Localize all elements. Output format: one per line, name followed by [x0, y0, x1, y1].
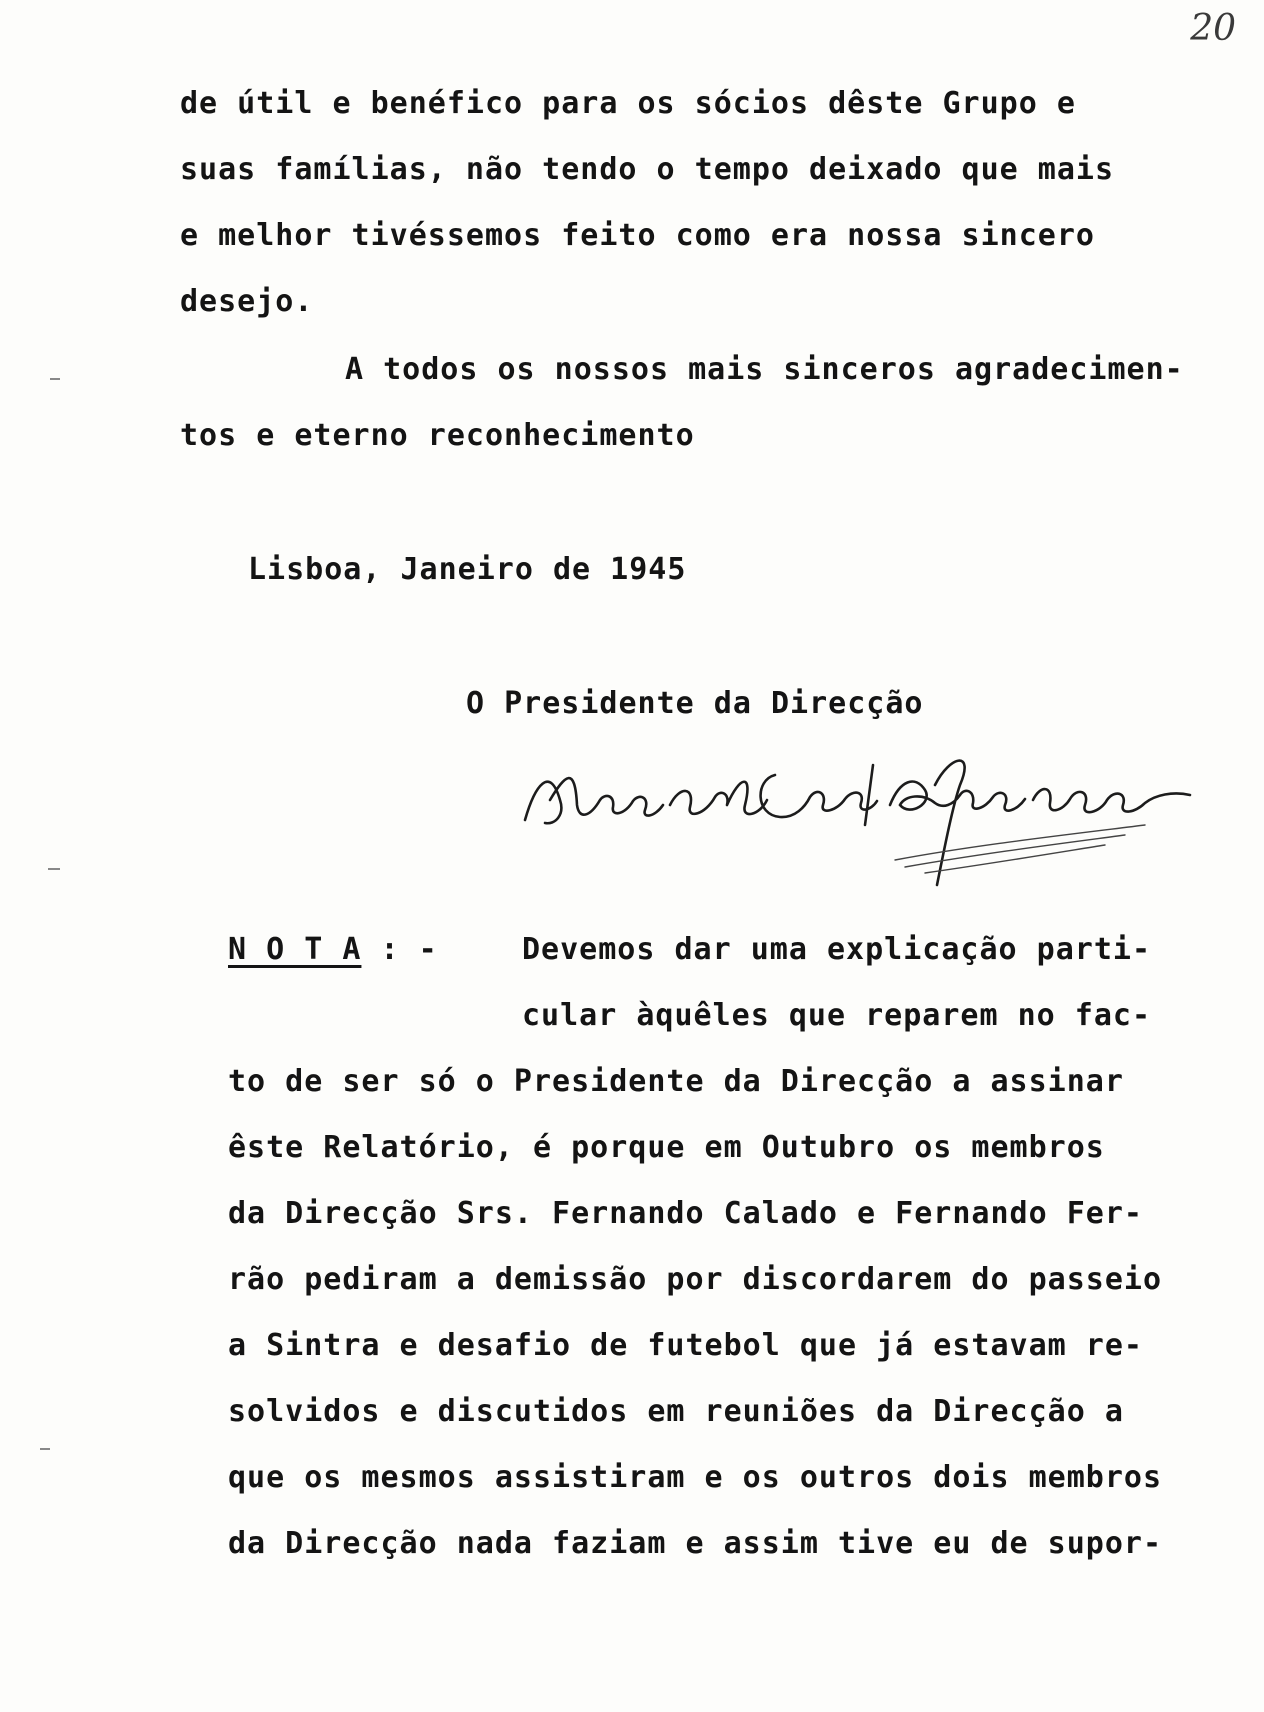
nota-line-8: solvidos e discutidos em reuniões da Direcção a [228, 1394, 1124, 1429]
paragraph-1-line-4: desejo. [180, 284, 314, 319]
paragraph-2-line-1: A todos os nossos mais sinceros agradecimen- [345, 352, 1184, 387]
scan-speck [50, 378, 60, 380]
nota-line-7: a Sintra e desafio de futebol que já estavam re- [228, 1328, 1143, 1363]
nota-line-4: êste Relatório, é porque em Outubro os membros [228, 1130, 1105, 1165]
nota-header [228, 932, 438, 968]
nota-line-5: da Direcção Srs. Fernando Calado e Fernando Fer- [228, 1196, 1143, 1231]
nota-line-3: to de ser só o Presidente da Direcção a assinar [228, 1064, 1124, 1099]
paragraph-1-line-1: de útil e benéfico para os sócios dêste Grupo e [180, 86, 1076, 121]
nota-line-1: Devemos dar uma explicação parti- [522, 932, 1152, 967]
paragraph-1-line-3: e melhor tivéssemos feito como era nossa sincero [180, 218, 1095, 253]
paragraph-1-line-2: suas famílias, não tendo o tempo deixado que mais [180, 152, 1115, 187]
nota-line-9: que os mesmos assistiram e os outros dois membros [228, 1460, 1163, 1495]
place-date: Lisboa, Janeiro de 1945 [248, 552, 687, 587]
nota-separator: : - [380, 932, 438, 967]
signatory-title: O Presidente da Direcção [466, 686, 924, 721]
scan-speck [40, 1448, 50, 1450]
nota-line-10: da Direcção nada faziam e assim tive eu de supor- [228, 1526, 1163, 1561]
handwritten-signature [505, 745, 1195, 895]
scan-speck [48, 868, 60, 870]
nota-line-2: cular àquêles que reparem no fac- [522, 998, 1152, 1033]
page-number: 20 [1190, 8, 1236, 49]
paragraph-2-line-2: tos e eterno reconhecimento [180, 418, 695, 453]
nota-label: N O T A [228, 932, 362, 967]
nota-line-6: rão pediram a demissão por discordarem do passeio [228, 1262, 1163, 1297]
